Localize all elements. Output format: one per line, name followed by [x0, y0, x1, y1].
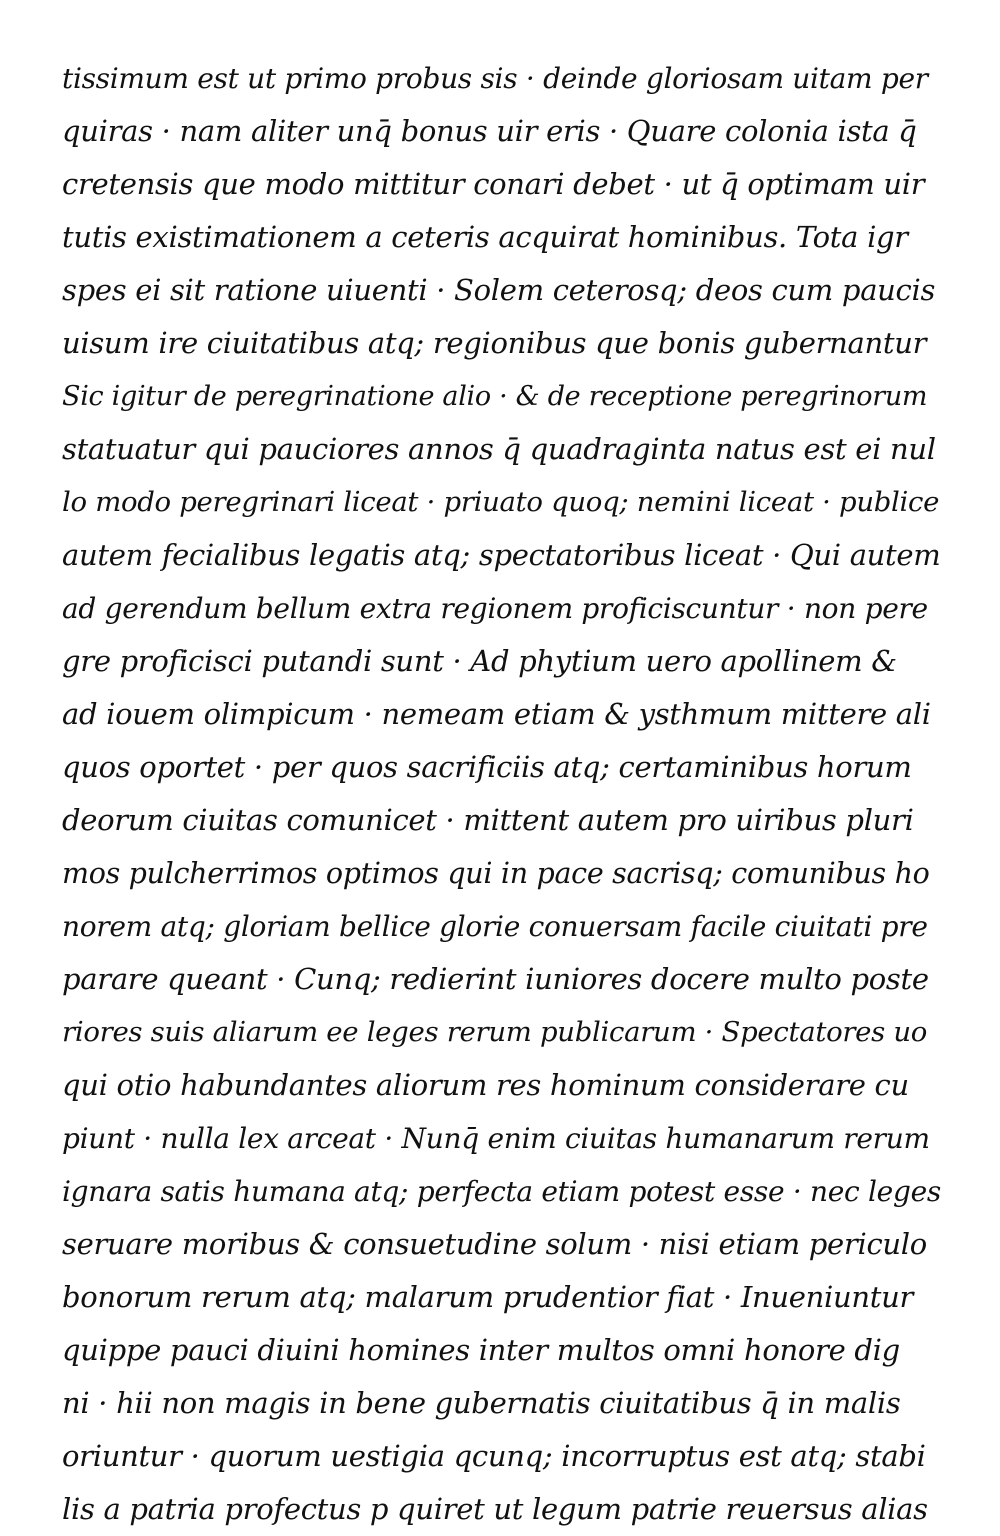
manuscript-line: seruare moribus & consuetudine solum · nisi etiam periculo [62, 1227, 927, 1261]
manuscript-line: tissimum est ut primo probus sis · deinde gloriosam uitam per [62, 62, 928, 95]
manuscript-line: lis a patria profectus p quiret ut legum patrie reuersus alias [62, 1492, 928, 1526]
manuscript-line: quippe pauci diuini homines inter multos omni honore dig [62, 1333, 900, 1367]
manuscript-line: lo modo peregrinari liceat · priuato quoq; nemini liceat · publice [62, 486, 940, 518]
manuscript-line: Sic igitur de peregrinatione alio · & de receptione peregrinorum [62, 381, 928, 412]
manuscript-line: quiras · nam aliter unq̄ bonus uir eris · Quare colonia ista q̄ [62, 114, 917, 148]
manuscript-line: ignara satis humana atq; perfecta etiam potest esse · nec leges [62, 1175, 941, 1208]
manuscript-line: cretensis que modo mittitur conari debet · ut q̄ optimam uir [62, 167, 925, 201]
manuscript-line: gre proficisci putandi sunt · Ad phytium uero apollinem & [62, 644, 897, 678]
manuscript-line: spes ei sit ratione uiuenti · Solem ceterosq; deos cum paucis [62, 273, 936, 307]
manuscript-line: ad iouem olimpicum · nemeam etiam & ysthmum mittere ali [62, 697, 931, 731]
manuscript-line: statuatur qui pauciores annos q̄ quadraginta natus est ei nul [62, 432, 936, 466]
manuscript-line: quos oportet · per quos sacrificiis atq; certaminibus horum [62, 750, 912, 784]
manuscript-line: deorum ciuitas comunicet · mittent autem pro uiribus pluri [62, 803, 914, 837]
manuscript-line: oriuntur · quorum uestigia qcunq; incorruptus est atq; stabi [62, 1439, 926, 1473]
manuscript-text-block [62, 52, 942, 1536]
manuscript-line: ni · hii non magis in bene gubernatis ciuitatibus q̄ in malis [62, 1386, 901, 1420]
manuscript-line: qui otio habundantes aliorum res hominum considerare cu [62, 1068, 909, 1102]
manuscript-line: mos pulcherrimos optimos qui in pace sacrisq; comunibus ho [62, 857, 930, 890]
manuscript-line: parare queant · Cunq; redierint iuniores docere multo poste [62, 962, 929, 996]
manuscript-line: bonorum rerum atq; malarum prudentior fiat · Inueniuntur [62, 1280, 914, 1314]
manuscript-line: ad gerendum bellum extra regionem proficiscuntur · non pere [62, 592, 928, 625]
manuscript-line: uisum ire ciuitatibus atq; regionibus que bonis gubernantur [62, 326, 927, 360]
manuscript-line: piunt · nulla lex arceat · Nunq̄ enim ciuitas humanarum rerum [62, 1122, 930, 1155]
manuscript-line: riores suis aliarum ee leges rerum publicarum · Spectatores uo [62, 1016, 928, 1048]
manuscript-line: tutis existimationem a ceteris acquirat hominibus. Tota igr [62, 220, 908, 254]
manuscript-line: autem fecialibus legatis atq; spectatoribus liceat · Qui autem [62, 538, 941, 572]
manuscript-line: norem atq; gloriam bellice glorie conuersam facile ciuitati pre [62, 910, 928, 943]
